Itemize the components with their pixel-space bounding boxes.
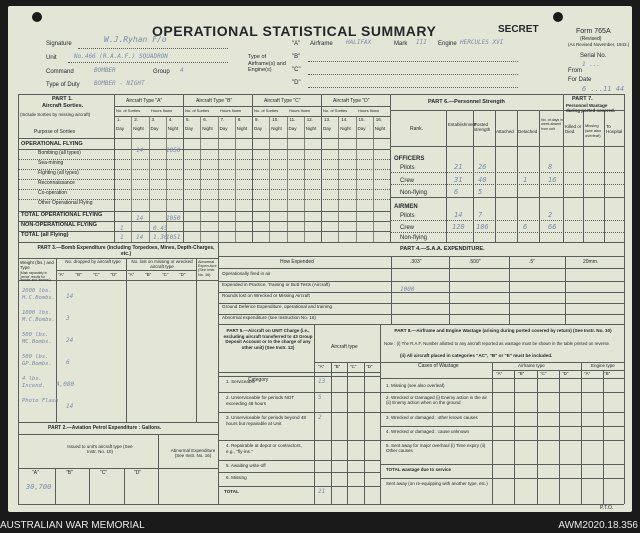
command-label: Command — [46, 69, 74, 75]
part6-title: PART 6.—Personnel Strength — [428, 99, 505, 105]
wastage-row: 5. Sent away for major overhaul (i) Time expiry (ii) Other causes — [386, 443, 486, 454]
night-header: Night — [202, 126, 213, 131]
aircraft-col-header: "A" — [318, 364, 325, 369]
category-row: TOTAL — [224, 489, 239, 494]
petrol-col-header: "D" — [134, 470, 142, 476]
mark-label: Mark — [394, 41, 408, 47]
category-row: 1. Serviceable — [226, 379, 256, 384]
airmen-nonflying-row: Non-flying — [400, 235, 428, 241]
bomb-qty: 14 — [66, 403, 74, 410]
part8-note1: Note : (i) The R.A.F. Number allotted to any aircraft reported as wastage must be shown in the table printed on reverse. — [384, 341, 611, 346]
a-hours-flown: Hours flown — [151, 108, 173, 113]
bomb-type: 2000 lbs. H.C.Bombs. — [22, 288, 56, 301]
col-num: 9. — [255, 117, 259, 122]
bomb-col-header: "D" — [110, 272, 117, 277]
petrol-col-header: "B" — [66, 470, 73, 476]
aircraft-type-header: Aircraft type — [331, 344, 358, 350]
saa-row: Expended in Practice, Training or Butt Tests (Aircraft) — [222, 282, 330, 287]
archive-credit: AUSTRALIAN WAR MEMORIAL — [0, 520, 145, 531]
saa-row: Rounds lost on Wrecked or Missing Aircraft — [222, 293, 310, 298]
col-num: 7. — [220, 117, 225, 122]
part7-title: PART 7. — [572, 96, 593, 102]
col-num: 8. — [237, 117, 242, 122]
col-num: 15. — [358, 117, 365, 122]
petrol-col-header: "C" — [100, 470, 108, 476]
category-row: 4. Repairable at depot or contractors, e.g., "fly-ins." — [226, 443, 302, 454]
bombing-a-night-hours: 1050 — [166, 147, 181, 154]
punch-hole — [553, 12, 563, 22]
bomb-qty: 14 — [66, 293, 74, 300]
bomb-col-header: "C" — [162, 272, 169, 277]
total-op-a-night-hours: 1050 — [166, 215, 181, 222]
bomb-qty: 24 — [66, 337, 74, 344]
a-label: "A" — [292, 41, 301, 47]
part1-subtitle: Aircraft Sorties. — [42, 103, 84, 109]
wastage-col-header: "C" — [540, 371, 547, 376]
bomb-col-header: "B" — [145, 272, 152, 277]
total-all-a-day-sorties: 1 — [120, 234, 124, 241]
col-num: 10. — [272, 117, 279, 122]
form-revised: (Revised) — [580, 36, 602, 42]
d-label: "D" — [292, 80, 301, 86]
off-nonfly-posted: 5 — [478, 188, 483, 196]
part2-title: PART 2.—Aviation Petrol Expenditure : Gallons. — [48, 425, 162, 431]
days-week-header: No. of days in week absent from unit — [541, 118, 563, 131]
col-num: 6. — [203, 117, 208, 122]
wastage-row: 1. Missing (see also overleaf) — [386, 383, 445, 388]
col-num: 5. — [186, 117, 190, 122]
posted-header: Posted strength — [474, 122, 491, 133]
type-aircraft-label: Type of Airframe(s) and Engine(s) — [248, 54, 286, 74]
duty-value: BOMBER - NIGHT — [94, 80, 145, 87]
aircraft-col-header: "D" — [366, 364, 373, 369]
off-crew-posted: 40 — [478, 176, 487, 184]
night-header: Night — [271, 126, 282, 131]
part3-title: PART 3.—Bomb Expenditure (including Torpedoes, Mines, Depth-Charges, etc.) — [37, 245, 215, 257]
wastage-row: 3. Wrecked or damaged : other known causes — [386, 415, 478, 420]
part8-title: PART 8.—Airframe and Engine Wastage (arising during ported covered by return) (See Instr. No. 10) — [394, 328, 612, 333]
how-expended-header: How Expended — [280, 259, 314, 265]
punch-hole — [32, 12, 42, 22]
serial-value: 1 ... — [582, 61, 601, 68]
type-of-duty-label: Type of Duty — [46, 82, 80, 88]
missing-header: Missing (see also overleaf) — [585, 123, 602, 138]
airmen-pilots-row: Pilots — [400, 213, 415, 219]
bomb-col-header: "A" — [128, 272, 135, 277]
for-date-label: For Date — [568, 77, 592, 83]
date-value: 6 ...11 44 — [582, 85, 625, 93]
day-header: Day — [323, 126, 332, 131]
saa-row: Ground Defence Expenditure, operational and training — [222, 304, 333, 309]
rank-header: Rank. — [410, 126, 424, 132]
petrol-a-value: 30,700 — [26, 483, 52, 491]
wastage-col-header: "A" — [584, 371, 591, 376]
detached-header: Detached — [518, 129, 538, 134]
day-header: Day — [185, 126, 194, 131]
wastage-col-header: "B" — [518, 371, 525, 376]
a-no-sorties: No. of Sorties — [116, 108, 141, 113]
night-header: Night — [167, 126, 179, 131]
bomb-type: 1000 lbs. M.C.Bombs. — [22, 310, 56, 323]
airframe-type-header: Airframe type — [518, 363, 545, 368]
category-value-a: 2 — [318, 414, 322, 421]
night-header: Night — [305, 126, 317, 131]
calibre-header: .303" — [410, 259, 422, 265]
wastage-row: 4. Wrecked or damaged : cause unknown — [386, 429, 469, 434]
category-value-a: 13 — [318, 378, 326, 385]
d-hours-flown: Hours flown — [358, 108, 380, 113]
hospital-header: To Hospital — [606, 124, 623, 135]
bomb-col-header: "A" — [58, 272, 65, 277]
total-all-a-night-sorties: 14 — [136, 234, 144, 241]
engine-label: Engine — [438, 41, 457, 47]
air-pilots-days: 2 — [548, 211, 553, 219]
lost-header: No. lost on missing or wrecked aircraft type — [131, 259, 193, 269]
wastage-row: TOTAL wastage due to service — [386, 467, 452, 472]
off-nonfly-est: 6 — [454, 188, 459, 196]
type-a-header: Aircraft Type "A" — [126, 98, 163, 104]
engine-type-header: Engine type — [591, 363, 615, 368]
bomb-qty: 3 — [66, 315, 70, 322]
serial-label: Serial No. — [580, 53, 607, 59]
purpose-row: Reconnaissance — [38, 180, 75, 186]
wastage-col-header: "A" — [496, 371, 503, 376]
part7-subtitle: Personnel Wastage during ported covered. — [566, 103, 616, 113]
archive-reference: AWM2020.18.356 — [558, 520, 638, 531]
purpose-row: Co-operation — [38, 190, 67, 196]
wastage-row: 2. Wrecked or Damaged (i) Enemy action in the air (ii) Enemy action when on the ground — [386, 395, 487, 406]
engine-value: HERCULES XVI — [460, 39, 504, 46]
attached-header: Attached — [496, 129, 514, 134]
type-b-header: Aircraft Type "B" — [196, 98, 233, 104]
command-value: BOMBER — [94, 67, 116, 74]
part8-note2: (ii) All aircraft placed in categories "AC", "B" or "E" must be included. — [400, 353, 553, 358]
wastage-row: Sent away (on re-equipping with another type, etc.) — [386, 481, 488, 486]
purpose-row: TOTAL OPERATIONAL FLYING — [21, 212, 103, 218]
part4-title: PART 4.—S.A.A. EXPENDITURE. — [400, 246, 485, 252]
bomb-qty: 6 — [66, 359, 70, 366]
wastage-col-header: "D" — [562, 371, 569, 376]
off-pilots-posted: 26 — [478, 163, 487, 171]
air-crew-days: 66 — [548, 223, 557, 231]
total-all-a-night-hours: 1051 — [166, 234, 181, 241]
day-header: Day — [357, 126, 366, 131]
issued-header: Issued to unit's aircraft type (See Instr. No. 10) — [67, 444, 133, 455]
col-num: 14. — [341, 117, 348, 122]
off-crew-days: 16 — [548, 176, 557, 184]
bomb-type: 500 lbs. MC.Bombs. — [22, 332, 52, 345]
officers-crew-row: Crew — [400, 178, 415, 184]
petrol-abnormal-header: Abnormal Expenditure (See Instr. No. 16) — [170, 448, 216, 459]
category-row: 3. Unserviceable for periods beyond 48 hours but repairable at Unit — [226, 415, 306, 426]
col-num: 12. — [306, 117, 314, 122]
purpose-label: Purpose of Sorties — [34, 129, 76, 135]
signature-label: Signature — [46, 41, 72, 47]
category-row: 2. Unserviceable for periods NOT exceeding 48 hours — [226, 395, 295, 406]
category-header: Category — [248, 377, 269, 383]
officers-nonflying-row: Non-flying — [400, 190, 428, 196]
day-header: Day — [219, 126, 228, 131]
col-num: 4. — [168, 117, 173, 122]
b-hours-flown: Hours flown — [220, 108, 242, 113]
non-op-a-day-hours: 0.45 — [153, 225, 168, 232]
purpose-row: TOTAL (all Flying) — [21, 232, 69, 238]
dropped-header: No. dropped by aircraft type — [65, 259, 121, 264]
c-no-sorties: No. of Sorties — [254, 108, 279, 113]
off-pilots-est: 21 — [454, 163, 463, 171]
bomb-qty: 4,080 — [56, 381, 75, 388]
part1-include-note: (Include Sorties by missing aircraft) — [20, 112, 91, 117]
form-title: OPERATIONAL STATISTICAL SUMMARY — [152, 23, 437, 39]
establishment-header: Establishment — [448, 122, 477, 127]
calibre-header: .5" — [529, 259, 535, 265]
air-crew-est: 120 — [452, 223, 465, 231]
killed-header: Killed or Died. — [565, 124, 582, 135]
category-row: 6. Missing — [226, 475, 247, 480]
purpose-row: Fighting (all types) — [38, 170, 79, 176]
total-op-a-night-sorties: 14 — [136, 215, 144, 222]
wastage-col-header: "B" — [604, 371, 611, 376]
col-num: 3. — [151, 117, 156, 122]
purpose-row: Sea-mining — [38, 160, 64, 166]
col-num: 16. — [375, 117, 383, 122]
officers-row: OFFICERS — [394, 156, 425, 162]
day-header: Day — [288, 126, 297, 131]
airframe-value: HALIFAX — [346, 39, 372, 46]
mark-value: III — [416, 39, 427, 46]
bombing-a-night-sorties: 14 — [136, 147, 144, 154]
purpose-row: Other Operational Flying — [38, 200, 93, 206]
total-all-a-day-hours: 1.30 — [153, 234, 168, 241]
c-hours-flown: Hours flown — [289, 108, 311, 113]
weight-type-header: Weight (lbs.) and Type — [20, 260, 54, 270]
saa-row: Abnormal expenditure (see Instruction No. 16) — [222, 315, 316, 320]
calibre-header: 20mm. — [583, 259, 599, 265]
day-header: Day — [254, 126, 263, 131]
b-label: "B" — [292, 54, 301, 60]
air-pilots-posted: 7 — [478, 211, 483, 219]
day-header: Day — [116, 126, 125, 131]
form-number: Form 765A — [576, 28, 611, 35]
pto-label: P.T.O. — [600, 505, 614, 511]
bomb-type: 500 lbs. GP.Bombs. — [22, 354, 52, 367]
air-pilots-est: 14 — [454, 211, 463, 219]
petrol-col-header: "A" — [32, 470, 39, 476]
abnormal-header: Abnormal Expen-ture (See Instr. No. 16) — [198, 260, 217, 277]
air-crew-detached: 6 — [523, 223, 528, 231]
bomb-col-header: "B" — [75, 272, 82, 277]
group-label: Group — [153, 69, 170, 75]
purpose-row: OPERATIONAL FLYING — [21, 141, 83, 147]
airmen-crew-row: Crew — [400, 225, 415, 231]
group-value: 4 — [180, 67, 184, 74]
col-num: 13. — [324, 117, 331, 122]
causes-header: Cases of Wastage — [418, 363, 459, 369]
airmen-row: AIRMEN — [394, 204, 418, 210]
aircraft-col-header: "B" — [334, 364, 341, 369]
type-c-header: Aircraft Type "C" — [264, 98, 301, 104]
practice-303-value: 1000 — [400, 286, 415, 293]
night-header: Night — [236, 126, 248, 131]
from-label: From — [568, 68, 582, 74]
category-value-a: 21 — [318, 488, 326, 495]
category-row: 5. Awaiting write-off — [226, 463, 266, 468]
bomb-col-header: "D" — [179, 272, 186, 277]
col-num: 1. — [117, 117, 121, 122]
part1-title: PART 1. — [52, 96, 73, 102]
weight-note: (Mark separately in 'pence' results for 'bombs' and 'ammos') — [20, 271, 51, 283]
off-pilots-days: 8 — [548, 163, 553, 171]
bomb-type: 4 lbs. Incend. — [22, 376, 46, 389]
aircraft-col-header: "C" — [350, 364, 357, 369]
d-no-sorties: No. of Sorties — [323, 108, 348, 113]
category-value-a: 5 — [318, 394, 322, 401]
bomb-col-header: "C" — [93, 272, 100, 277]
airframe-label: Airframe — [310, 41, 333, 47]
c-label: "C" — [292, 67, 301, 73]
off-crew-detached: 1 — [523, 176, 528, 184]
form-revision: (As Revised November, 1943.) — [568, 42, 630, 47]
bomb-type: Photo Flash — [22, 398, 59, 404]
form-sheet — [8, 6, 632, 512]
type-d-header: Aircraft Type "D" — [333, 98, 370, 104]
part5-title: PART 5.—Aircraft on UNIT Charge (i.e., excluding aircraft transferred to 43 Group Deposit Account or to the charge of any other unit) (See Instr. 12) — [223, 328, 313, 350]
non-op-a-day-sorties: 1 — [120, 225, 124, 232]
col-num: 11. — [289, 117, 296, 122]
night-header: Night — [340, 126, 351, 131]
unit-value: No.466 (R.A.A.F.) SQUADRON — [74, 53, 168, 60]
officers-pilots-row: Pilots — [400, 165, 415, 171]
classification: SECRET — [498, 24, 539, 35]
air-crew-posted: 106 — [476, 223, 489, 231]
b-no-sorties: No. of Sorties — [185, 108, 210, 113]
day-header: Day — [150, 126, 159, 131]
off-crew-est: 31 — [454, 176, 463, 184]
saa-row: Operationally fired in air — [222, 271, 271, 276]
signature-value: W.J.Ryhan F/o — [104, 35, 167, 44]
col-num: 2. — [134, 117, 139, 122]
night-header: Night — [374, 126, 386, 131]
purpose-row: NON-OPERATIONAL FLYING — [21, 222, 98, 228]
calibre-header: .500" — [469, 259, 481, 265]
purpose-row: Bombing (all types) — [38, 150, 81, 156]
night-header: Night — [133, 126, 144, 131]
unit-label: Unit — [46, 55, 57, 61]
